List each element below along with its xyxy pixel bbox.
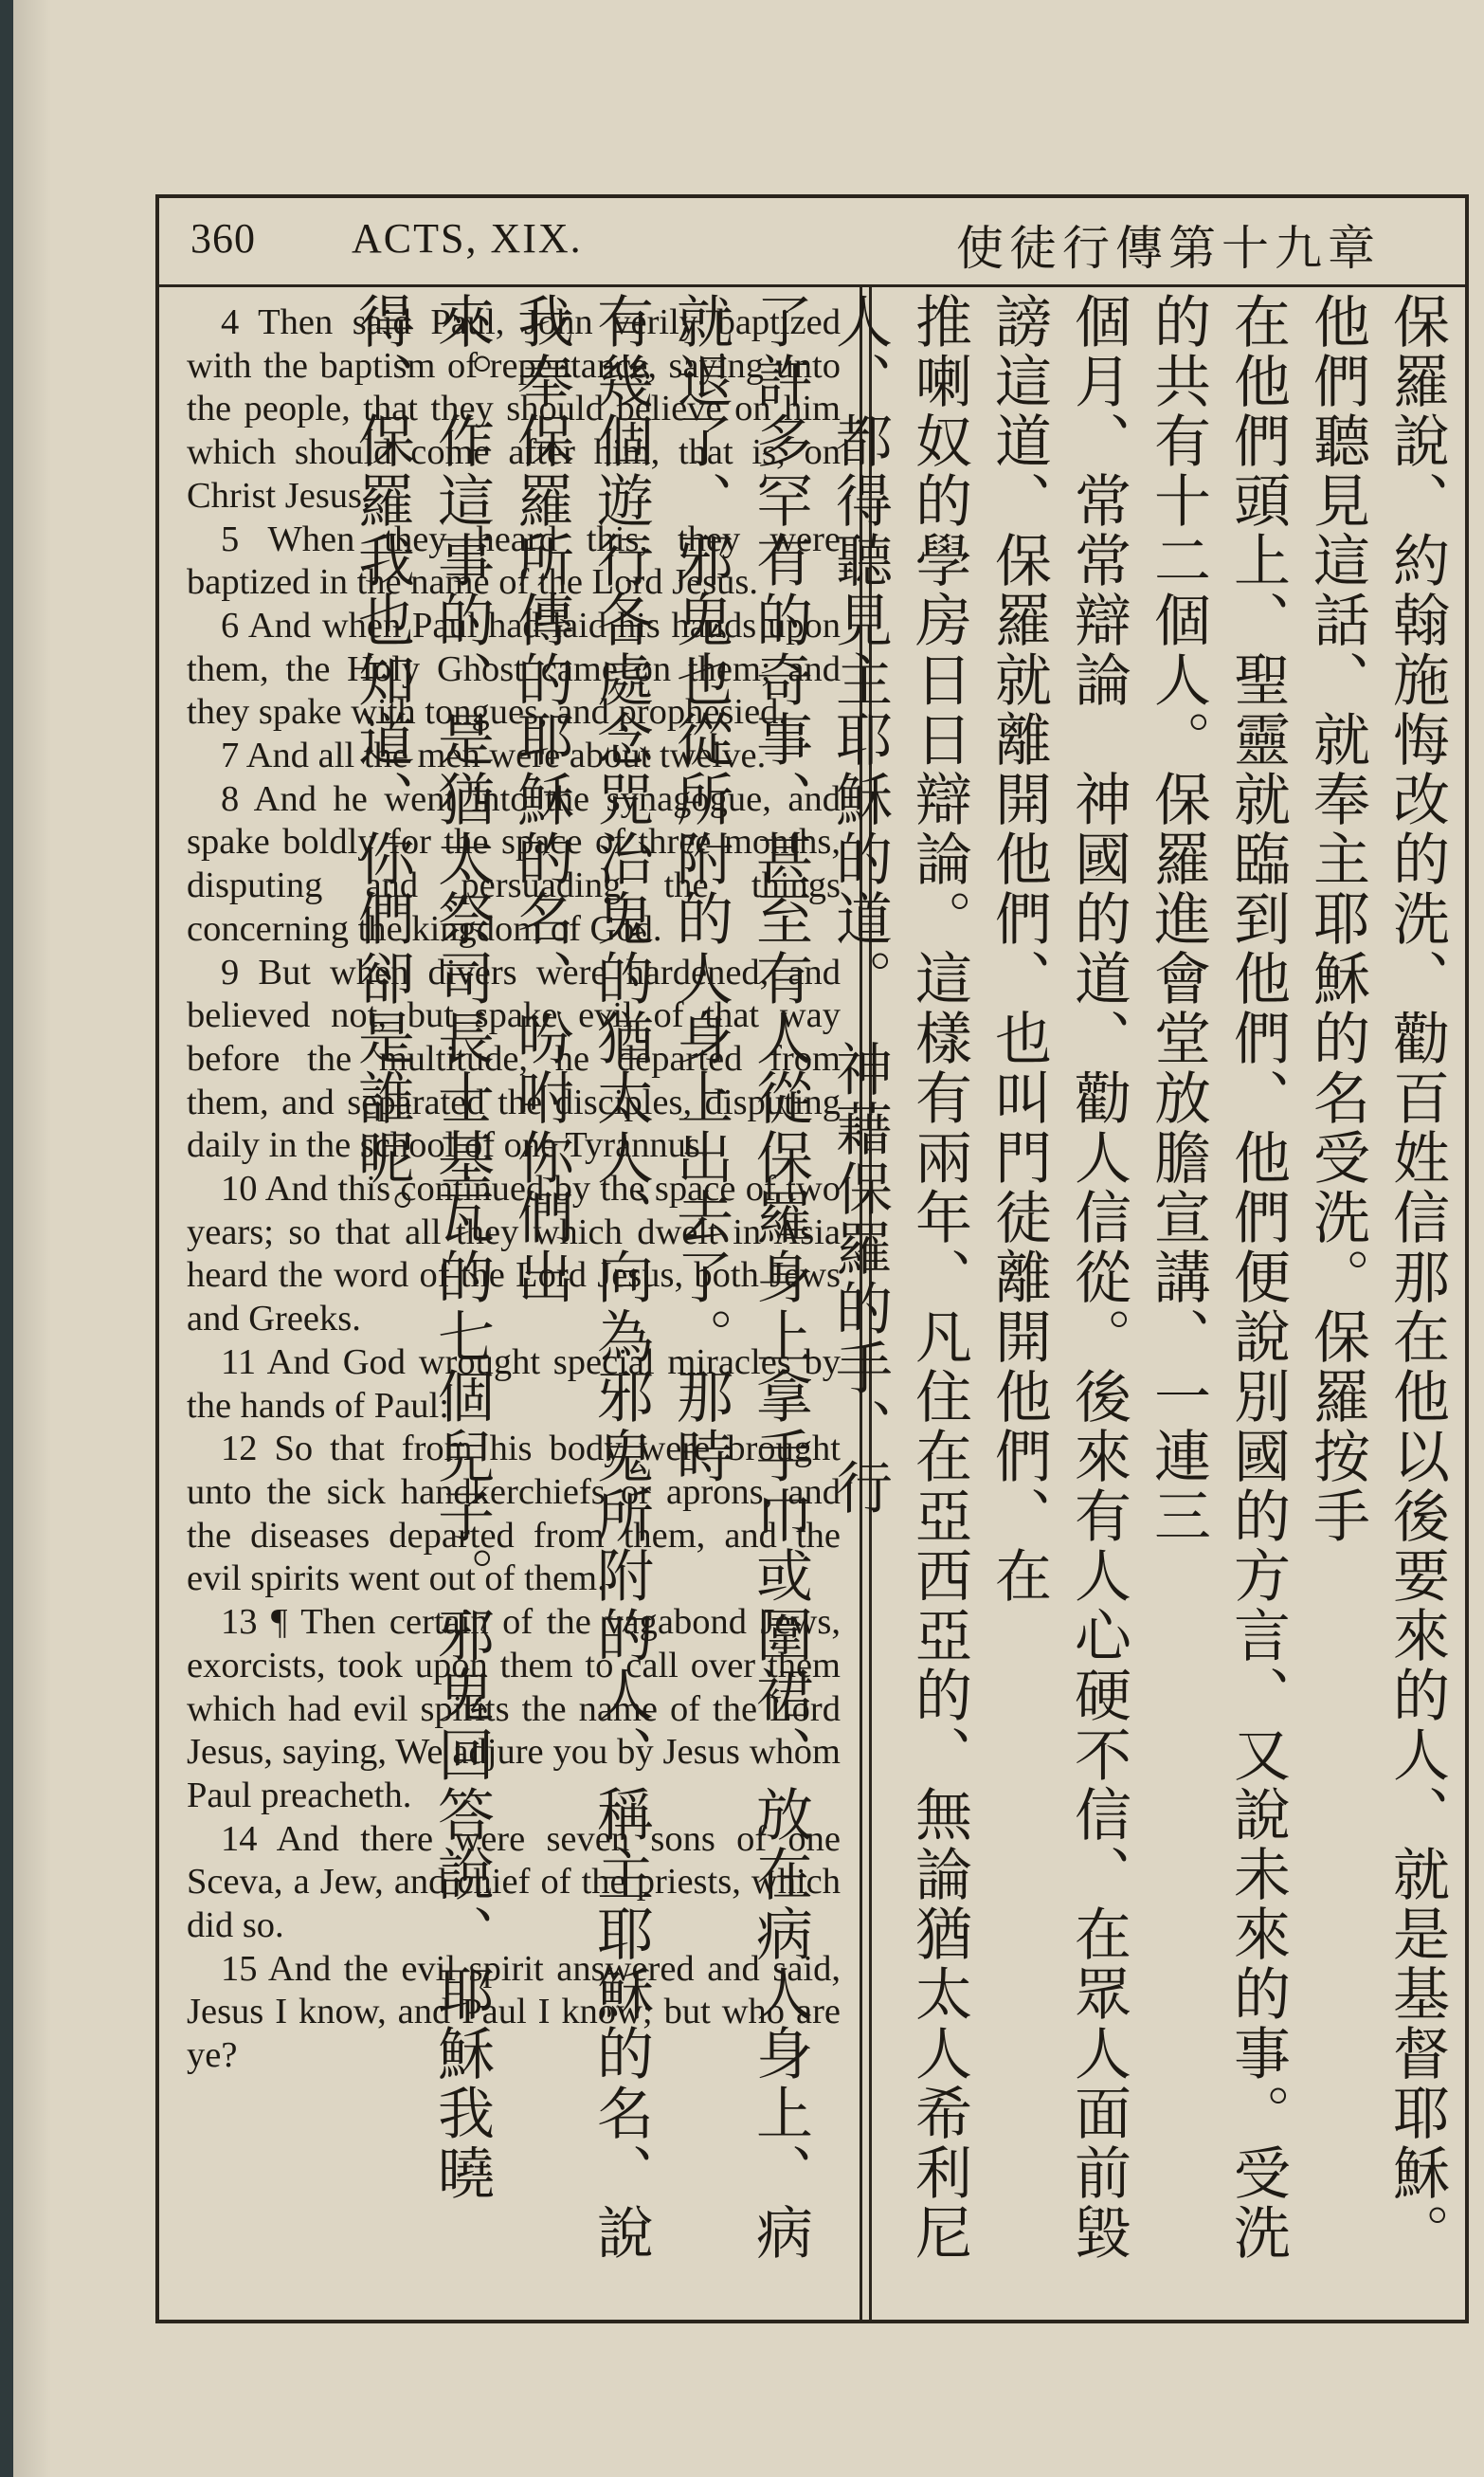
chinese-column-7: 來。作這事的、是猶太祭司長士基瓦的七個兒子。邪鬼回答說、耶穌我曉得、保羅我也知道、你們卻是誰呢。 (349, 292, 495, 2203)
chinese-column-4: 推喇奴的學房日日辯論。這樣有兩年、凡住在亞西亞的、無論猶太人希利尼人、都得聽見主耶穌的道。 神藉保羅的手、行 (826, 292, 972, 2263)
page-header (158, 197, 1466, 287)
verse-14: 14 And there were seven sons of one Sceva, a Jew, and chief of the priests, which did so. (187, 1818, 841, 1946)
verse-4: 4 Then said Paul, John verily baptized with the baptism of repentance, saying unto the people, that they should believe on him which should come after him, that is, on Christ Jesus. (187, 302, 841, 516)
verse-11: 11 And God wrought special miracles by the hands of Paul: (187, 1341, 841, 1426)
book-page (13, 0, 1484, 2477)
chinese-column-6: 有幾個遊行各處念咒治鬼的猶太人、向為邪鬼所附的人、稱主耶穌的名、說我奉保羅所傳的耶穌的名、吩咐你們出 (508, 292, 654, 2263)
running-head-chinese: 使徒行傳第十九章 (956, 221, 1381, 276)
running-head-english: ACTS, XIX. (352, 215, 583, 262)
verse-9: 9 But when divers were hardened, and believed not, but spake evil of that way before the multitude, he departed from them, and separated the disciples, disputing daily in the school of one Tyrannus. (187, 952, 841, 1166)
verse-6: 6 And when Paul had laid his hands upon them, the Holy Ghost came on them; and they spake with tongues, and prophesied. (187, 605, 841, 733)
verse-15: 15 And the evil spirit answered and said, Jesus I know, and Paul I know; but who are ye? (187, 1948, 841, 2076)
page-number: 360 (190, 215, 256, 262)
chinese-column-2: 在他們頭上、聖靈就臨到他們、他們便說別國的方言、又說未來的事。受洗的共有十二個人。保羅進會堂放膽宣講、一連三 (1145, 292, 1291, 2263)
verse-7: 7 And all the men were about twelve. (221, 736, 767, 776)
chinese-column-5: 了許多罕有的奇事、甚至有人從保羅身上拿手巾或圍裙、放在病人身上、病就退了、邪鬼也從所附的人身上出去了。那時 (667, 292, 813, 2263)
verse-13: 13 ¶ Then certain of the vagabond Jews, exorcists, took upon them to call over them which had evil spirits the name of the Lord Jesus, saying, We adjure you by Jesus whom Paul preacheth. (187, 1602, 841, 1815)
verse-10: 10 And this continued by the space of two years; so that all they which dwelt in Asia heard the word of the Lord Jesus, both Jews and Greeks. (187, 1169, 841, 1339)
chinese-column-1: 保羅說、約翰施悔改的洗、勸百姓信那在他以後要來的人、就是基督耶穌。他們聽見這話、就奉主耶穌的名受洗。保羅按手 (1304, 292, 1450, 2263)
chinese-column-3: 個月、常常辯論 神國的道、勸人信從。後來有人心硬不信、在眾人面前毀謗這道、保羅就離開他們、也叫門徒離開他們、在 (986, 292, 1131, 2263)
verse-12: 12 So that from his body were brought unto the sick handkerchiefs or aprons, and the diseases departed from them, and the evil spirits went out of them. (187, 1429, 841, 1599)
page-frame (155, 194, 1469, 2323)
verse-8: 8 And he went into the synagogue, and spake boldly for the space of three months, disputing and persuading the things concerning the kingdom of God. (187, 778, 841, 949)
verse-5: 5 When they heard this, they were baptized in the name of the Lord Jesus. (187, 519, 841, 603)
